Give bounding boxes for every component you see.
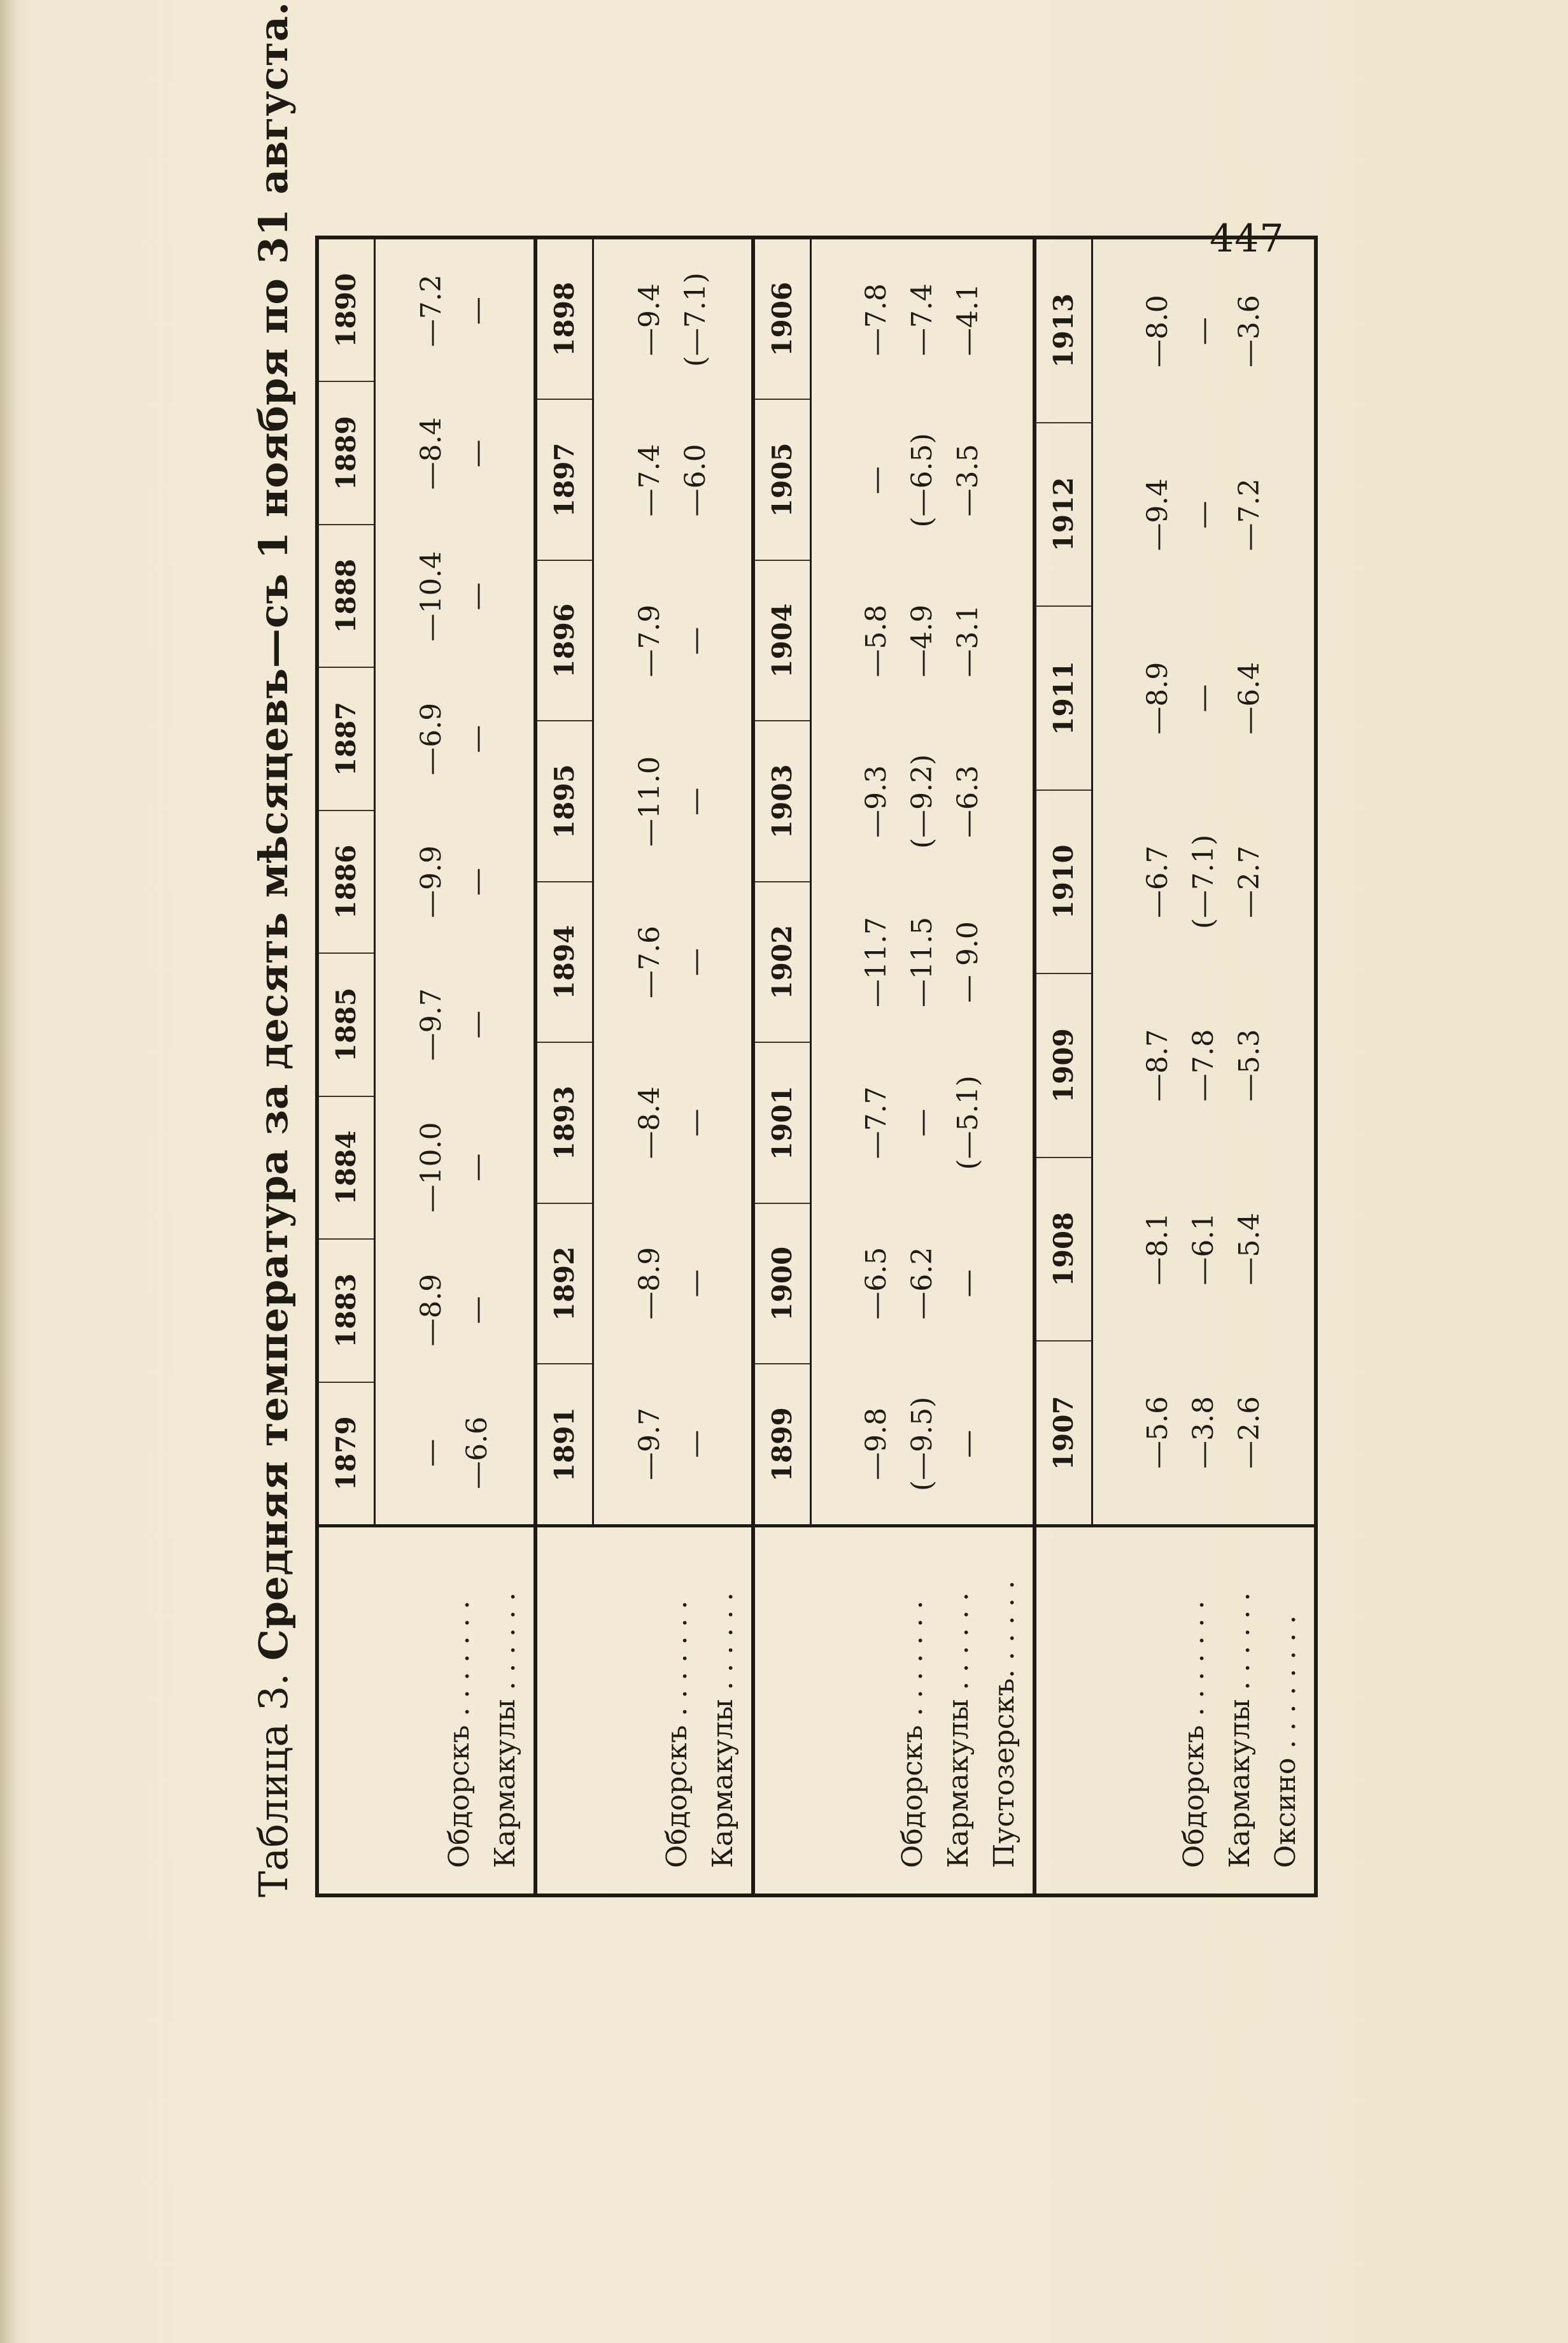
station-name: Обдорскъ . . . . . . . [896,1600,929,1868]
temperature-value: —9.9 [414,846,448,919]
temperature-value: — [460,582,493,611]
year-header: 1887 [319,667,374,809]
year-header: 1903 [755,721,810,882]
temperature-value: —10.4 [414,551,448,642]
year-header: 1905 [755,399,810,560]
table-row [854,239,900,1524]
station-names-column [537,1524,752,1894]
temperature-value: — [1187,500,1220,529]
values-grid [537,239,752,1524]
year-block [319,239,537,1894]
temperature-value: —8.9 [633,1247,666,1320]
values-body [1093,239,1314,1524]
year-header: 1904 [755,560,810,721]
temperature-value: (—9.5) [905,1396,938,1492]
temperature-value: —8.1 [1141,1212,1174,1285]
table-row [673,239,719,1524]
temperature-value: —11.7 [859,917,893,1008]
temperature-value: —3.5 [951,444,984,517]
year-header: 1896 [537,560,592,721]
temperature-value: —4.9 [905,604,938,677]
temperature-table [315,236,1318,1897]
station-name: Обдорскъ . . . . . . . [661,1600,694,1868]
temperature-value: —7.7 [859,1086,893,1159]
temperature-value: —7.2 [414,274,448,348]
page-number: 447 [1210,216,1285,261]
temperature-value: —6.3 [951,765,984,838]
year-header: 1883 [319,1238,374,1381]
temperature-value: —4.1 [951,283,984,357]
temperature-value: — [460,725,493,753]
year-header: 1908 [1036,1157,1091,1341]
temperature-value: —9.4 [633,283,666,357]
temperature-value: — 9.0 [951,921,984,1003]
temperature-value: (—7.1) [679,272,712,367]
temperature-value: —8.9 [1141,662,1174,735]
temperature-value: —9.7 [414,988,448,1061]
year-header: 1906 [766,281,798,357]
temperature-value: —6.6 [460,1416,493,1489]
temperature-value: —3.1 [951,604,984,677]
values-body [376,239,533,1524]
values-grid [1036,239,1314,1524]
temperature-value: —2.6 [1233,1396,1266,1469]
temperature-value: —7.6 [633,926,666,999]
caption-label: Таблица 3. [250,1673,297,1897]
temperature-value: —7.8 [859,283,893,357]
year-header: 1913 [1048,293,1080,368]
temperature-value: — [905,1108,938,1137]
temperature-value: — [679,1429,712,1458]
temperature-value: — [460,1153,493,1182]
values-grid [319,239,533,1524]
temperature-value: — [460,1010,493,1039]
temperature-value: (—5.1) [951,1075,984,1170]
year-block [537,239,756,1894]
station-name: Кармакулы . . . . . . [488,1592,521,1868]
temperature-value: — [1187,317,1220,346]
year-header: 1884 [319,1096,374,1238]
temperature-value: —5.6 [1141,1396,1174,1469]
year-header: 1909 [1036,973,1091,1157]
rotated-table-area [236,1,1318,1897]
temperature-value: — [679,1269,712,1298]
year-header: 1901 [755,1042,810,1203]
temperature-value: — [859,466,893,495]
temperature-value: — [1187,684,1220,712]
temperature-value: —10.0 [414,1122,448,1213]
temperature-value: —8.9 [414,1273,448,1347]
temperature-value: —6.1 [1187,1212,1220,1285]
year-header: 1911 [1036,605,1091,789]
temperature-value: — [951,1269,984,1298]
year-header: 1907 [1036,1340,1091,1524]
year-header: 1886 [319,810,374,952]
temperature-value: — [679,1108,712,1137]
temperature-value: —7.4 [905,283,938,357]
year-header: 1893 [537,1042,592,1203]
values-body [812,239,1033,1524]
year-header-row [755,239,812,1524]
table-row [1227,239,1273,1524]
year-header: 1895 [537,721,592,882]
year-header: 1888 [319,524,374,667]
temperature-value: —9.8 [859,1407,893,1480]
temperature-value: — [679,787,712,816]
table-row [1135,239,1181,1524]
temperature-value: —2.7 [1233,846,1266,919]
temperature-value: —6.0 [679,444,712,517]
temperature-value: — [460,1296,493,1324]
temperature-value: —11.0 [633,756,666,847]
station-name: Обдорскъ . . . . . . . [1178,1600,1210,1868]
temperature-value: —7.8 [1187,1029,1220,1102]
temperature-value: —9.4 [1141,478,1174,551]
temperature-value: —7.4 [633,444,666,517]
table-row [409,239,455,1524]
temperature-value: —6.4 [1233,662,1266,735]
temperature-value: —7.2 [1233,478,1266,551]
station-name: Кармакулы . . . . . . [707,1592,740,1868]
year-header: 1899 [755,1364,810,1525]
station-name: Кармакулы . . . . . . [1224,1592,1256,1868]
temperature-value: —6.9 [414,702,448,775]
temperature-value: — [679,948,712,977]
temperature-value: — [414,1438,448,1467]
caption-title: Средняя температура за десять мѣсяцевъ—съ 1 ноября по 31 августа. [250,1,297,1661]
temperature-value: — [460,297,493,325]
year-header: 1910 [1036,789,1091,973]
year-header-row [1036,239,1093,1524]
year-block [755,239,1036,1894]
year-header-row [319,239,376,1524]
temperature-value: —8.0 [1141,295,1174,368]
table-row [455,239,500,1524]
temperature-value: — [951,1429,984,1458]
temperature-value: —3.6 [1233,295,1266,368]
temperature-value: —5.3 [1233,1029,1266,1102]
temperature-value: —8.7 [1141,1029,1174,1102]
table-row [1181,239,1227,1524]
station-names-column [755,1524,1033,1894]
station-name: Оксино . . . . . . . . [1269,1615,1302,1868]
year-header: 1891 [537,1364,592,1525]
temperature-value: (—9.2) [905,754,938,849]
station-name: Кармакулы . . . . . . [942,1592,975,1868]
temperature-value: —11.5 [905,917,938,1008]
year-header: 1912 [1036,422,1091,606]
temperature-value: — [460,868,493,896]
table-row [945,239,991,1524]
station-name: Обдорскъ . . . . . . . [442,1600,476,1868]
year-block [1036,239,1314,1894]
station-name: Пустозерскъ. . . . . . [988,1580,1021,1868]
year-header: 1879 [319,1382,374,1524]
year-header: 1897 [537,399,592,560]
binding-shadow [0,0,17,2343]
table-caption [236,1,312,1897]
temperature-value: —5.8 [859,604,893,677]
year-header: 1900 [755,1203,810,1364]
table-row [627,239,673,1524]
temperature-value: —6.7 [1141,846,1174,919]
year-header-row [537,239,594,1524]
temperature-value: — [460,439,493,468]
station-names-column [1036,1524,1314,1894]
temperature-value: —8.4 [633,1086,666,1159]
temperature-value: —6.2 [905,1247,938,1320]
temperature-value: —5.4 [1233,1212,1266,1285]
temperature-value: —9.3 [859,765,893,838]
table-row [900,239,945,1524]
temperature-value: — [679,626,712,655]
station-names-column [319,1524,533,1894]
year-header: 1890 [330,273,362,348]
temperature-value: —6.5 [859,1247,893,1320]
year-header: 1889 [319,381,374,524]
temperature-value: (—6.5) [905,433,938,528]
values-grid [755,239,1033,1524]
year-header: 1885 [319,952,374,1095]
year-header: 1898 [548,281,580,357]
year-header: 1892 [537,1203,592,1364]
year-header: 1902 [755,881,810,1042]
temperature-value: (—7.1) [1187,834,1220,930]
values-body [594,239,752,1524]
temperature-value: —9.7 [633,1407,666,1480]
temperature-value: —3.8 [1187,1396,1220,1469]
temperature-value: —8.4 [414,417,448,490]
temperature-value: —7.9 [633,604,666,677]
year-header: 1894 [537,881,592,1042]
